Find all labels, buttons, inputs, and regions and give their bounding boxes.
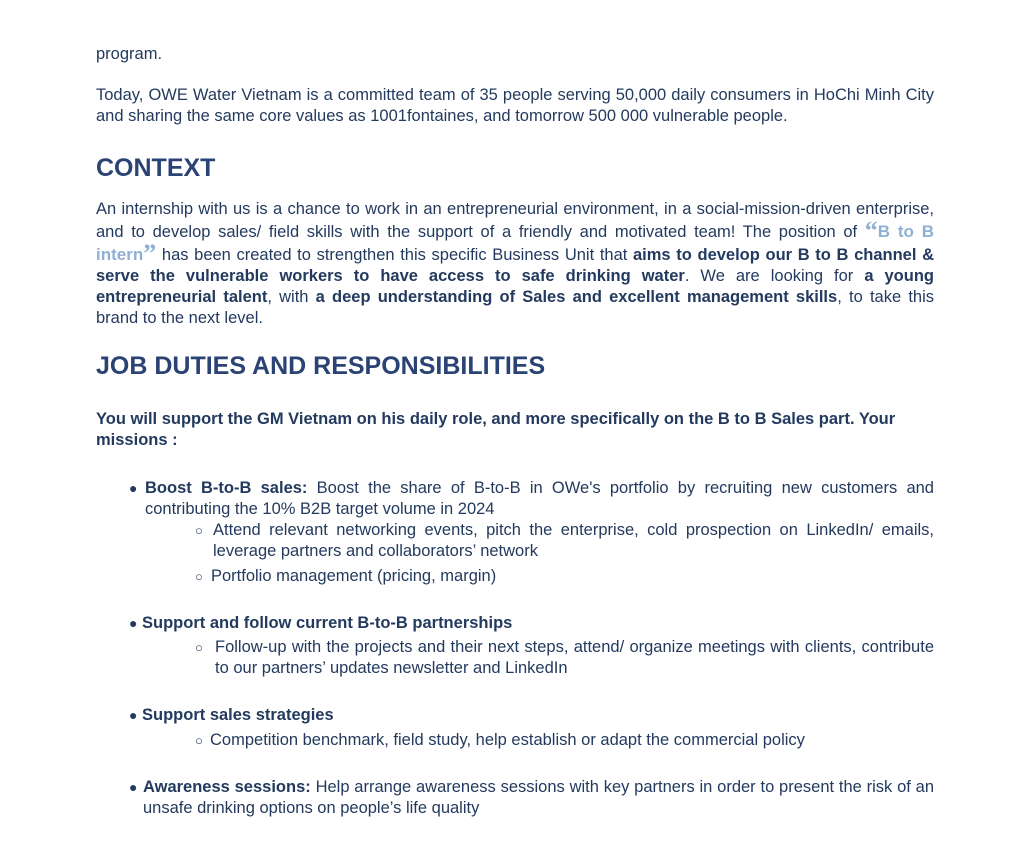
list-item <box>129 613 934 679</box>
item-title: Support sales strategies <box>142 706 334 724</box>
role-title: B to B intern <box>96 222 934 264</box>
bullet-dot-icon: ● <box>129 779 138 795</box>
sub-item-text: Attend relevant networking events, pitch the enterprise, cold prospection on LinkedIn/ emails, leverage partners and collaborators’ network <box>213 521 934 560</box>
context-heading: CONTEXT <box>96 154 216 182</box>
bullet-circle-icon: ○ <box>195 733 203 748</box>
item-desc: Help arrange awareness sessions with key partners in order to present the risk of an unsafe drinking options on people’s life quality <box>143 778 934 817</box>
list-item <box>129 777 934 819</box>
item-text <box>129 777 934 819</box>
context-text-3: . We are looking for <box>684 267 865 285</box>
sub-item <box>195 730 934 751</box>
item-desc: Boost the share of B-to-B in OWe's portfolio by recruiting new customers and contributing the 10% B2B target volume in 2024 <box>145 479 934 518</box>
item-title: Awareness sessions: <box>143 778 311 796</box>
sub-item-text: Follow-up with the projects and their next steps, attend/ organize meetings with clients, contribute to our partners’ updates newsletter and LinkedIn <box>215 638 934 677</box>
sub-item-text: Portfolio management (pricing, margin) <box>211 567 497 585</box>
item-text <box>129 613 934 634</box>
open-quote-mark: “ <box>864 216 878 245</box>
sub-list <box>129 730 934 751</box>
sub-list <box>129 520 934 587</box>
item-text <box>129 705 934 726</box>
context-bold-3: a deep understanding of Sales and excellent management skills <box>315 288 838 306</box>
context-bold-2: a young entrepreneurial talent <box>96 267 934 306</box>
duties-heading: JOB DUTIES AND RESPONSIBILITIES <box>96 352 546 380</box>
item-text <box>129 478 934 520</box>
close-quote-mark: ” <box>143 239 157 268</box>
context-text-2: has been created to strengthen this specific Business Unit that <box>156 246 633 264</box>
context-text-1: An internship with us is a chance to work in an entrepreneurial environment, in a social-mission-driven enterprise, and to develop sales/ field skills with the support of a friendly and motivated team! The position of <box>96 200 934 241</box>
bullet-dot-icon: ● <box>129 480 138 496</box>
sub-item <box>195 520 934 562</box>
list-item <box>129 478 934 587</box>
bullet-circle-icon: ○ <box>195 523 203 538</box>
context-paragraph <box>96 199 934 329</box>
document-content <box>96 44 934 819</box>
bullet-dot-icon: ● <box>129 615 138 631</box>
context-text-5: , to take this brand to the next level. <box>96 288 934 327</box>
bullet-dot-icon: ● <box>129 707 138 723</box>
list-item <box>129 705 934 751</box>
sub-item <box>195 637 934 679</box>
intro-fragment: program. <box>96 45 163 63</box>
context-bold-1: aims to develop our B to B channel & serve the vulnerable workers to have access to safe drinking water <box>96 246 934 285</box>
sub-list <box>129 637 934 679</box>
duties-intro: You will support the GM Vietnam on his daily role, and more specifically on the B to B Sales part. Your missions : <box>96 410 896 449</box>
context-text-4: , with <box>267 288 316 306</box>
bullet-circle-icon: ○ <box>195 640 203 655</box>
sub-item <box>195 566 934 587</box>
duties-list <box>96 478 934 819</box>
intro-paragraph: Today, OWE Water Vietnam is a committed team of 35 people serving 50,000 daily consumers in HoChi Minh City and sharing the same core values as 1001fontaines, and tomorrow 500 000 vulnerable people. <box>96 86 934 125</box>
item-title: Support and follow current B-to-B partnerships <box>142 614 513 632</box>
sub-item-text: Competition benchmark, field study, help establish or adapt the commercial policy <box>210 731 805 749</box>
item-title: Boost B-to-B sales: <box>145 479 308 497</box>
bullet-circle-icon: ○ <box>195 569 203 584</box>
